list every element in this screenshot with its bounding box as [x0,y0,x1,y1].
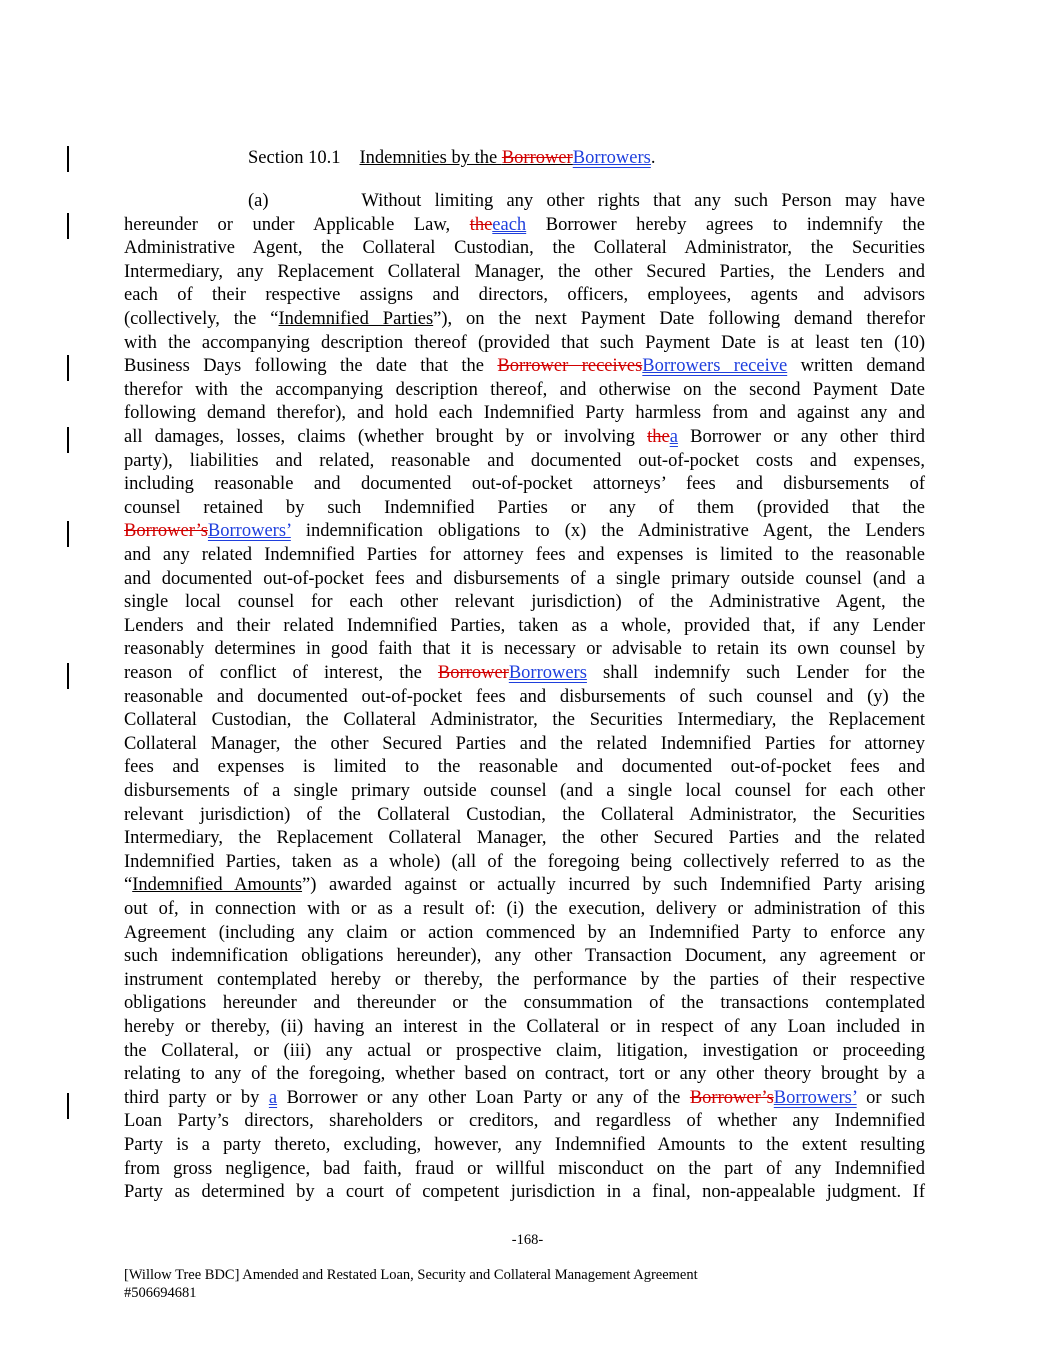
change-bar [67,521,69,547]
text-run: and documented out-of-pocket fees and disbursements of a single primary outside counsel (and a [124,568,925,589]
text-run: hereby or thereby, (ii) having an interest in the Collateral or in respect of any Loan included in [124,1017,925,1037]
body-line [124,1087,925,1111]
inserted-text: Borrowers [508,663,587,683]
body-line [124,544,925,568]
inserted-text: Borrowers’ [773,1087,857,1108]
body-line [124,568,925,592]
body-line [124,332,925,356]
text-run: such indemnification obligations hereunder), any other Transaction Document, any agreement or [124,946,925,967]
body-line [124,709,925,733]
text-run: Intermediary, the Replacement Collateral Manager, the other Secured Parties and the related [124,828,925,849]
inserted-text: each [492,214,527,235]
body-line [124,851,925,875]
text-run: Business Days following the date that the [124,356,498,377]
body-line [124,473,925,497]
body-line [124,1016,925,1040]
section-title: Indemnities by the BorrowerBorrowers [359,148,651,168]
text-run: shall indemnify such Lender for the [586,663,925,683]
text-run: relating to any of the foregoing, whether based on contract, tort or any other theory brought by a [124,1064,925,1085]
text-run: Lenders and their related Indemnified Parties, taken as a whole, provided that, if any Lender [124,615,925,636]
body-line [124,308,925,332]
text-run: Party is a party thereto, excluding, however, any Indemnified Amounts to the extent resulting [124,1135,925,1155]
body-line [124,261,925,285]
deleted-text: Borrower [437,663,509,683]
change-bar [67,355,69,381]
text-run: Loan Party’s directors, shareholders or creditors, and regardless of whether any Indemnified [124,1111,925,1132]
text-run: indemnification obligations to (x) the Administrative Agent, the Lenders [290,521,925,542]
body-line [124,922,925,946]
text-run: ”), on the next Payment Date following demand therefor [433,309,925,329]
text-run: the Collateral, or (iii) any actual or prospective claim, litigation, investigation or proceeding [124,1040,925,1061]
body-line [124,969,925,993]
deleted-text: Borrower’s [689,1087,774,1108]
section-number: Section 10.1 [248,148,341,168]
text-run: reasonably determines in good faith that it is necessary or advisable to retain its own counsel by [124,639,925,660]
section-heading: Section 10.1 Indemnities by the BorrowerBorrowers. [248,148,656,168]
text-run: Agreement (including any claim or action commenced by an Indemnified Party to enforce any [124,922,925,943]
body-line [124,1134,925,1158]
text-run: with the accompanying description thereof (provided that such Payment Date is at least ten (10) [124,332,925,353]
body-line [124,874,925,898]
body-line [124,804,925,828]
deleted-text: Borrower’s [124,521,208,542]
body-line [124,426,925,450]
body-line [124,898,925,922]
text-run: Intermediary, any Replacement Collateral Manager, the other Secured Parties, the Lenders and [124,261,925,282]
body-line [124,1181,925,1205]
body-line [124,945,925,969]
body-line [124,520,925,544]
text-run: Party as determined by a court of competent jurisdiction in a final, non-appealable judgment. If [124,1182,925,1203]
body-line [124,662,925,686]
deleted-text: the [469,214,493,235]
text-run: Collateral Custodian, the Collateral Administrator, the Securities Intermediary, the Replacement [124,710,925,731]
body-line [124,1063,925,1087]
text-run: disbursements of a single primary outside counsel (and a single local counsel for each other [124,781,925,801]
text-run: party), liabilities and related, reasonable and documented out-of-pocket costs and expenses, [124,450,925,471]
body-line [124,237,925,261]
inserted-text: Borrowers’ [207,521,291,542]
text-run: third party or by [124,1087,269,1108]
change-bar [67,146,69,172]
text-run: (a) Without limiting any other rights that any such Person may have [248,191,925,211]
text-run: Administrative Agent, the Collateral Custodian, the Collateral Administrator, the Securities [124,238,925,259]
text-run: Borrower or any other Loan Party or any of the [277,1087,690,1108]
text-run: or such [856,1087,925,1108]
body-line [124,615,925,639]
inserted-text: a [268,1087,278,1108]
text-run: hereunder or under Applicable Law, [124,214,470,235]
body-line [124,591,925,615]
text-run: each of their respective assigns and directors, officers, employees, agents and advisors [124,285,925,306]
text-run: following demand therefor), and hold each Indemnified Party harmless from and against any and [124,403,925,424]
text-run: Collateral Manager, the other Secured Parties and the related Indemnified Parties for attorney [124,733,925,754]
defined-term: Indemnified Parties [278,309,434,329]
body-line [124,733,925,757]
body-line [124,638,925,662]
text-run: therefor with the accompanying description thereof, and otherwise on the second Payment Date [124,379,925,400]
text-run: counsel retained by such Indemnified Parties or any of them (provided that the [124,497,925,518]
body-line [124,686,925,710]
body-line [124,497,925,521]
text-run: ”) awarded against or actually incurred by such Indemnified Party arising [302,875,925,896]
document-id: #506694681 [124,1285,197,1301]
change-bar [67,1093,69,1119]
text-run: “ [124,875,133,896]
deleted-text: the [647,427,670,447]
inserted-text: Borrowers [572,148,651,168]
change-bar [67,663,69,689]
change-bar [67,427,69,453]
body-line [124,992,925,1016]
deleted-text: Borrower receives [497,356,643,377]
text-run: all damages, losses, claims (whether brought by or involving [124,427,648,447]
text-run: written demand [787,356,925,377]
body-line [124,214,925,238]
text-run: Borrower hereby agrees to indemnify the [526,214,925,235]
change-bar [67,213,69,239]
agreement-title: [Willow Tree BDC] Amended and Restated Loan, Security and Collateral Management Agreement [124,1267,698,1283]
body-line [124,1040,925,1064]
text-run: Indemnified Parties, taken as a whole) (all of the foregoing being collectively referred to as the [124,851,925,872]
text-run: reasonable and documented out-of-pocket fees and disbursements of such counsel and (y) the [124,686,925,707]
body-line [248,190,925,214]
text-run: and any related Indemnified Parties for attorney fees and expenses is limited to the reasonable [124,545,925,565]
body-line [124,1158,925,1182]
body-line [124,402,925,426]
text-run: single local counsel for each other relevant jurisdiction) of the Administrative Agent, the [124,592,925,613]
body-line [124,284,925,308]
text-run: reason of conflict of interest, the [124,663,438,683]
text-run: relevant jurisdiction) of the Collateral Custodian, the Collateral Administrator, the Securities [124,804,925,825]
body-line [124,450,925,474]
text-run: from gross negligence, bad faith, fraud or willful misconduct on the part of any Indemnified [124,1158,925,1179]
text-run: obligations hereunder and thereunder or the consummation of the transactions contemplated [124,993,925,1014]
body-line [124,355,925,379]
body-line [124,379,925,403]
deleted-text: Borrower [501,148,573,168]
body-line [124,756,925,780]
text-run: instrument contemplated hereby or thereby, the performance by the parties of their respective [124,969,925,990]
footer-title [124,1266,698,1302]
text-run: including reasonable and documented out-of-pocket attorneys’ fees and disbursements of [124,474,925,495]
body-line [124,827,925,851]
inserted-text: a [669,427,678,447]
text-run: (collectively, the “ [124,309,279,329]
body-line [124,780,925,804]
defined-term: Indemnified Amounts [132,875,303,896]
page-number: -168- [511,1232,544,1248]
text-run: Borrower or any other third [677,427,925,447]
text-run: fees and expenses is limited to the reasonable and documented out-of-pocket fees and [124,757,925,778]
inserted-text: Borrowers receive [642,356,788,377]
text-run: out of, in connection with or as a result of: (i) the execution, delivery or administration of this [124,899,925,919]
body-line [124,1110,925,1134]
